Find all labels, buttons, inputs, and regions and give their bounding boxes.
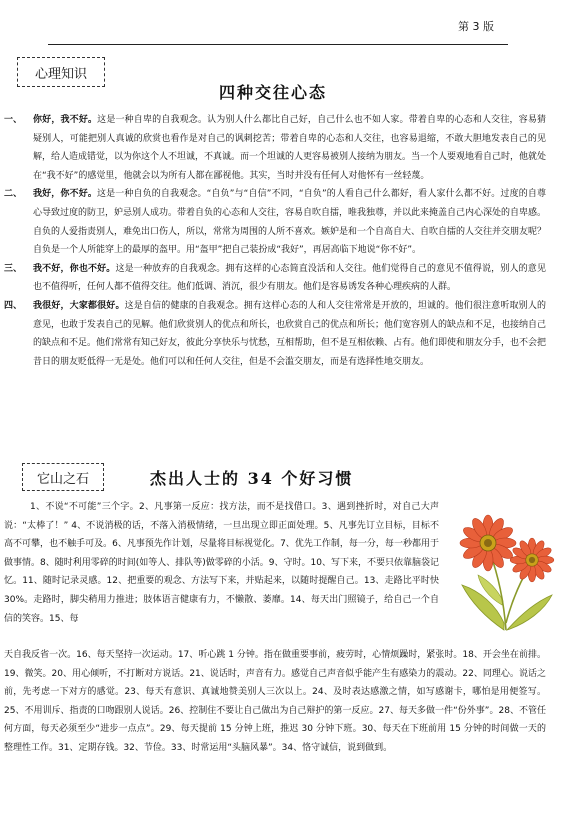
section-tag-label: 它山之石 xyxy=(36,471,89,487)
article-title-psychology: 四种交往心态 xyxy=(219,83,328,102)
item-text: 这是一种自负的自我观念。“自负”与“自信”不同，“自负”的人看自己什么都好，看人家什么都不好。过度的自尊心导致过度的防卫，妒忌别人成功。带着自负的心态和人交往，容易自吹自擂，唯我独尊，并以此来掩盖自己内心深处的自卑感。自负的人爱指责别人，难免出口伤人，所以，常常为周围的人所不喜欢。嫉妒是和一个自高自大、自吹自擂的人交往并交朋友呢？自负是一个人所能穿上的最厚的盔甲。用“盔甲”把自己装扮成“我好”，再居高临下地说“你不好”。 xyxy=(33,189,547,256)
item-number: 一、 xyxy=(4,115,23,125)
section-tag-habits xyxy=(22,463,104,491)
list-item xyxy=(4,297,546,371)
item-number: 三、 xyxy=(4,263,23,274)
section-tag-psychology xyxy=(17,57,105,87)
item-lead: 我不好，你也不好。 xyxy=(33,263,116,274)
item-text: 这是自信的健康的自我观念。拥有这样心态的人和人交往常常是开放的，坦诚的。他们很注意听取别人的意见，也敢于发表自己的见解。他们欣赏别人的优点和所长，也欣赏自己的优点和所长；他们宽容别人的缺点和不足，也接纳自己的缺点和不足。他们常常有知己好友，彼此分享快乐与忧愁，互相帮助，但不是互相依赖、占有。他们即使和朋友分手，也不会把昔日的朋友贬低得一无是处。他们可以和任何人交往，但是不会滥交朋友，而是有选择性地交朋友。 xyxy=(33,300,547,367)
list-item xyxy=(4,260,546,297)
header-rule xyxy=(48,44,508,45)
flower-icon xyxy=(460,515,554,582)
item-text: 这是一种放弃的自我观念。拥有这样的心态简直没活和人交往。他们觉得自己的意见不值得说，别人的意见也不值得听，任何人都不值得交往。他们低调、消沉，很少有朋友。他们是容易诱发各种心理疾病的人群。 xyxy=(33,263,546,293)
item-text: 这是一种自卑的自我观念。认为别人什么都比自己好，自己什么也不如人家。带着自卑的心态和人交往，容易猜疑别人，可能把别人真诚的欣赏也看作是对自己的讽刺挖苦；带着自卑的心态和人交往，也容易退缩，不敢大胆地发表自己的见解，给人造成错觉，以为你这个人不坦诚，不真诚。而一个坦诚的人更容易被别人接纳为朋友。当一个人要观地看自己时，他就处在“我不好”的感觉里，他就会以为所有人都在鄙视他。其实，当时并没有任何人对他怀有一丝轻蔑。 xyxy=(33,115,547,181)
page-number: 第 3 版 xyxy=(458,20,494,33)
item-lead: 我很好，大家都很好。 xyxy=(33,300,125,311)
psychology-article xyxy=(4,111,546,371)
item-lead: 你好，我不好。 xyxy=(33,115,98,125)
item-lead: 我好，你不好。 xyxy=(33,189,97,200)
habits-paragraph-top: 1、不说“不可能”三个字。2、凡事第一反应：找方法，而不是找借口。3、遇到挫折时，对自己大声说：“太棒了！” 4、不说消极的话，不落入消极情绪，一旦出现立即正面处理。5、凡事先订立目标，目标不高不可攀，也不触手可及。6、凡事预先作计划，尽量将目标视觉化。7、优先工作制，每一分，每一秒都用于做事情。8、随时利用零碎的时间(如等人、排队等)做零碎的小活。9、守时。10、写下来，不要只依靠脑袋记忆。11、随时记录灵感。12、把重要的观念、方法写下来，并贴起来，以随时提醒自己。13、走路比平时快 30%。走路时，脚尖稍用力推进；肢体语言健康有力，不懒散、萎靡。14、每天出门照镜子，给自己一个自信的笑容。15、每 xyxy=(4,502,439,624)
section-tag-label: 心理知识 xyxy=(34,66,87,82)
list-item xyxy=(4,111,546,185)
item-number: 二、 xyxy=(4,189,23,200)
flower-illustration xyxy=(452,505,557,635)
article-title-habits: 杰出人士的 34 个好习惯 xyxy=(150,469,354,488)
list-item xyxy=(4,185,546,259)
habits-paragraph-rest: 天自我反省一次。16、每天坚持一次运动。17、听心跳 1 分钟。指在做重要事前，疲劳时，心情烦躁时，紧张时。18、开会坐在前排。19、微笑。20、用心倾听，不打断对方说话。21、说话时，声音有力。感觉自己声音似乎能产生有感染力的震动。22、同理心。说话之前，先考虑一下对方的感觉。23、每天有意识、真诚地赞美别人三次以上。24、及时表达感激之情，如写感谢卡，哪怕是用便签写。25、不用训斥、指责的口吻跟别人说话。26、控制住不要让自己做出为自己辩护的第一反应。27、每天多做一件“份外事”。28、不管任何方面，每天必须至少“进步一点点”。29、每天提前 15 分钟上班，推迟 30 分钟下班。30、每天在下班前用 15 分钟的时间做一天的整理性工作。31、定期存钱。32、节俭。33、时常运用“头脑风暴”。34、恪守诚信，说到做到。 xyxy=(4,650,546,753)
item-number: 四、 xyxy=(4,300,23,311)
